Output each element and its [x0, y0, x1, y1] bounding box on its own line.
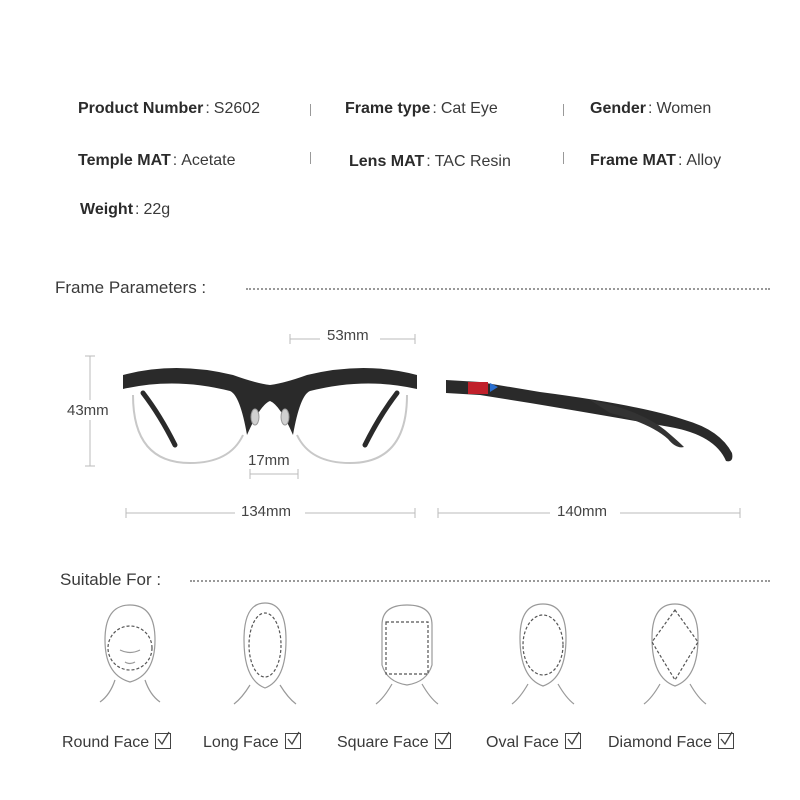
spec-lens-mat: Lens MAT : TAC Resin: [349, 153, 511, 170]
face-label-oval: [486, 731, 581, 752]
face-label-text: Oval Face: [486, 734, 559, 751]
check-icon: [565, 733, 581, 749]
spec-label: Frame MAT: [590, 152, 676, 169]
spec-label: Weight: [80, 201, 134, 218]
spec-label: Frame type: [345, 100, 431, 117]
round-face-icon: [95, 600, 165, 715]
face-label-square: [337, 731, 451, 752]
frame-width-label: 134mm: [241, 503, 292, 520]
glasses-front-icon: [115, 355, 425, 470]
square-face-icon: [372, 600, 442, 715]
diamond-face-icon: [640, 600, 710, 715]
spec-weight: Weight : 22g: [80, 201, 171, 218]
spec-label: Lens MAT: [349, 153, 425, 170]
check-icon: [285, 733, 301, 749]
check-icon: [155, 733, 171, 749]
spec-frame-type: Frame type : Cat Eye: [345, 100, 498, 117]
spec-label: Temple MAT: [78, 152, 171, 169]
spec-gender: Gender : Women: [590, 100, 712, 117]
oval-face-icon: [508, 600, 578, 715]
spec-frame-mat: Frame MAT : Alloy: [590, 152, 722, 169]
check-icon: [435, 733, 451, 749]
face-label-text: Diamond Face: [608, 734, 713, 751]
face-label-text: Long Face: [203, 734, 279, 751]
spec-value: TAC Resin: [434, 153, 511, 170]
face-label-round: [62, 731, 171, 752]
face-label-long: [203, 731, 301, 752]
face-label-diamond: [608, 731, 734, 752]
suitable-for-title: Suitable For :: [60, 570, 162, 589]
spec-value: 22g: [143, 201, 171, 218]
spec-label: Product Number: [78, 100, 204, 117]
temple-length-label: 140mm: [557, 503, 608, 520]
spec-value: S2602: [213, 100, 261, 117]
spec-temple-mat: Temple MAT : Acetate: [78, 152, 236, 169]
check-icon: [718, 733, 734, 749]
spec-value: Alloy: [686, 152, 722, 169]
bridge-label: 17mm: [248, 452, 290, 469]
spec-value: Acetate: [181, 152, 236, 169]
lens-width-label: 53mm: [327, 327, 369, 344]
long-face-icon: [230, 600, 300, 715]
spec-label: Gender: [590, 100, 647, 117]
frame-parameters-title: Frame Parameters :: [55, 278, 207, 297]
face-label-text: Round Face: [62, 734, 150, 751]
spec-value: Women: [656, 100, 712, 117]
spec-product-number: Product Number : S2602: [78, 100, 261, 117]
dotted-divider: [190, 580, 770, 582]
face-label-text: Square Face: [337, 734, 429, 751]
lens-height-label: 43mm: [67, 402, 109, 419]
glasses-side-icon: [440, 375, 740, 470]
spec-value: Cat Eye: [440, 100, 498, 117]
